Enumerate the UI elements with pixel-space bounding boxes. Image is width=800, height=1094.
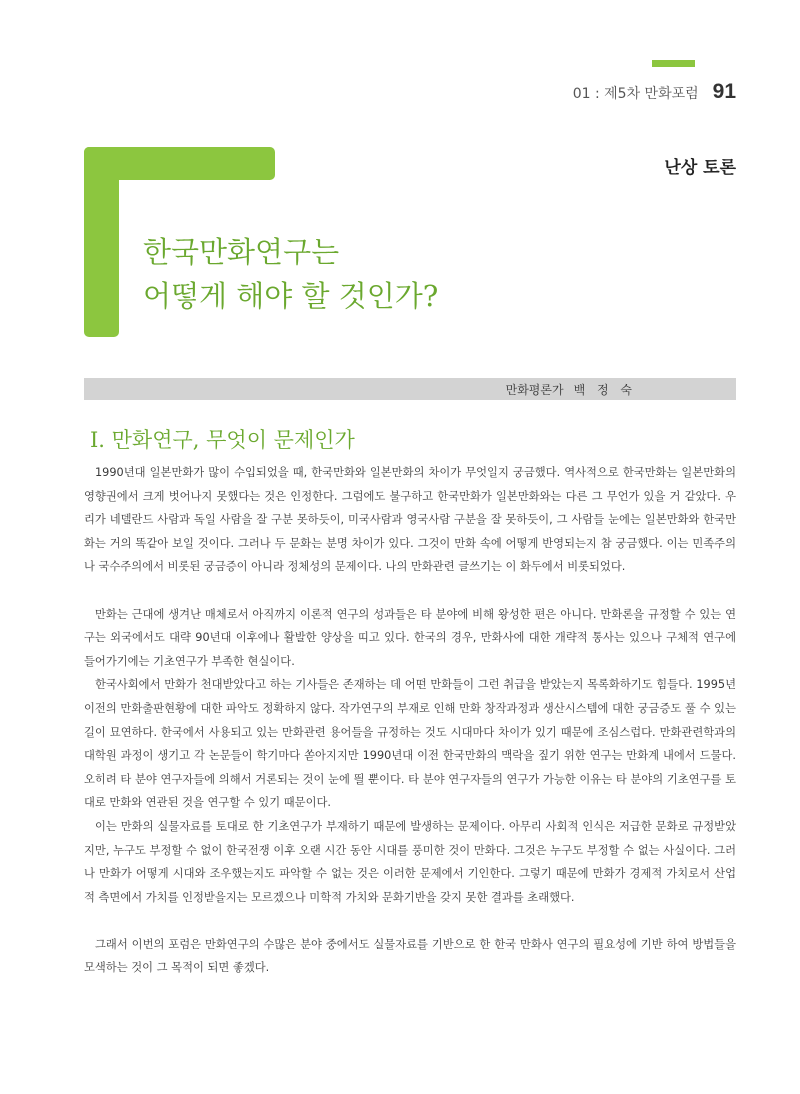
body-text xyxy=(84,461,736,980)
running-header xyxy=(573,80,736,104)
page-number: 91 xyxy=(712,80,736,103)
article-title xyxy=(143,230,438,318)
title-line-1: 한국만화연구는 xyxy=(143,235,340,269)
paragraph-2: 만화는 근대에 생겨난 매체로서 아직까지 이론적 연구의 성과들은 타 분야에 비해 왕성한 편은 아니다. 만화론을 규정할 수 있는 연구는 외국에서도 대략 90년대 이후에나 활발한 양상을 띠고 있다. 한국의 경우, 만화사에 대한 개략적 통사는 있으나 구체적 연구에 들어가기에는 기초연구가 부족한 현실이다. xyxy=(84,607,736,668)
author-line xyxy=(506,381,636,398)
section-label: 난상 토론 xyxy=(664,158,736,178)
header-accent-bar xyxy=(652,60,695,67)
author-role: 만화평론가 xyxy=(505,383,564,397)
title-bracket-left xyxy=(84,147,119,337)
running-title: 01 : 제5차 만화포럼 xyxy=(572,86,699,102)
paragraph-3: 한국사회에서 만화가 천대받았다고 하는 기사들은 존재하는 데 어떤 만화들이 그런 취급을 받았는지 목록화하기도 힘들다. 1995년 이전의 만화출판현황에 대한 파악도 정확하지 않다. 작가연구의 부재로 인해 만화 창작과정과 생산시스템에 대한 궁금증도 풀 수 있는 길이 묘연하다. 한국에서 사용되고 있는 만화관련 용어들을 규정하는 것도 시대마다 차이가 있기 때문에 조심스럽다. 만화관련학과의 대학원 과정이 생기고 각 논문들이 학기마다 쏟아지지만 1990년대 이전 한국만화의 맥락을 짚기 위한 연구는 만화계 내에서 드물다. 오히려 타 분야 연구자들에 의해서 거론되는 것이 눈에 띌 뿐이다. 타 분야 연구자들의 연구가 가능한 이유는 타 분야의 기초연구를 토대로 만화와 연관된 것을 연구할 수 있기 때문이다. xyxy=(84,678,736,810)
title-line-2: 어떻게 해야 할 것인가? xyxy=(143,279,439,313)
section-heading: Ⅰ. 만화연구, 무엇이 문제인가 xyxy=(90,428,355,452)
paragraph-4: 이는 만화의 실물자료를 토대로 한 기초연구가 부재하기 때문에 발생하는 문제이다. 아무리 사회적 인식은 저급한 문화로 규정받았지만, 누구도 부정할 수 없이 한국전쟁 이후 오랜 시간 동안 시대를 풍미한 것이 만화다. 그것은 누구도 부정할 수 없는 사실이다. 그러나 만화가 어떻게 시대와 조우했는지도 파악할 수 없는 것은 이러한 문제에서 기인한다. 그렇기 때문에 만화가 경제적 가치로서 산업적 측면에서 가치를 인정받을지는 모르겠으나 미학적 가치와 문화기반을 갖지 못한 결과를 초래했다. xyxy=(84,819,736,904)
paragraph-5: 그래서 이번의 포럼은 만화연구의 수많은 분야 중에서도 실물자료를 기반으로 한 한국 만화사 연구의 필요성에 기반 하여 방법들을 모색하는 것이 그 목적이 되면 좋겠다. xyxy=(84,937,736,975)
paragraph-1: 1990년대 일본만화가 많이 수입되었을 때, 한국만화와 일본만화의 차이가 무엇일지 궁금했다. 역사적으로 한국만화는 일본만화의 영향권에서 크게 벗어나지 못했다는 것은 인정한다. 그럼에도 불구하고 한국만화가 일본만화와는 다른 그 무언가 있을 거 같았다. 우리가 네델란드 사람과 독일 사람을 잘 구분 못하듯이, 미국사람과 영국사람 구분을 잘 못하듯이, 그 사람들 눈에는 일본만화와 한국만화는 거의 똑같아 보일 것이다. 그러나 두 문화는 분명 차이가 있다. 그것이 만화 속에 어떻게 반영되는지 참 궁금했다. 이는 민족주의나 국수주의에서 비롯된 궁금증이 아니라 정체성의 문제이다. 나의 만화관련 글쓰기는 이 화두에서 비롯되었다. xyxy=(84,466,736,574)
author-bar xyxy=(84,378,736,400)
author-name: 백 정 숙 xyxy=(573,383,636,397)
